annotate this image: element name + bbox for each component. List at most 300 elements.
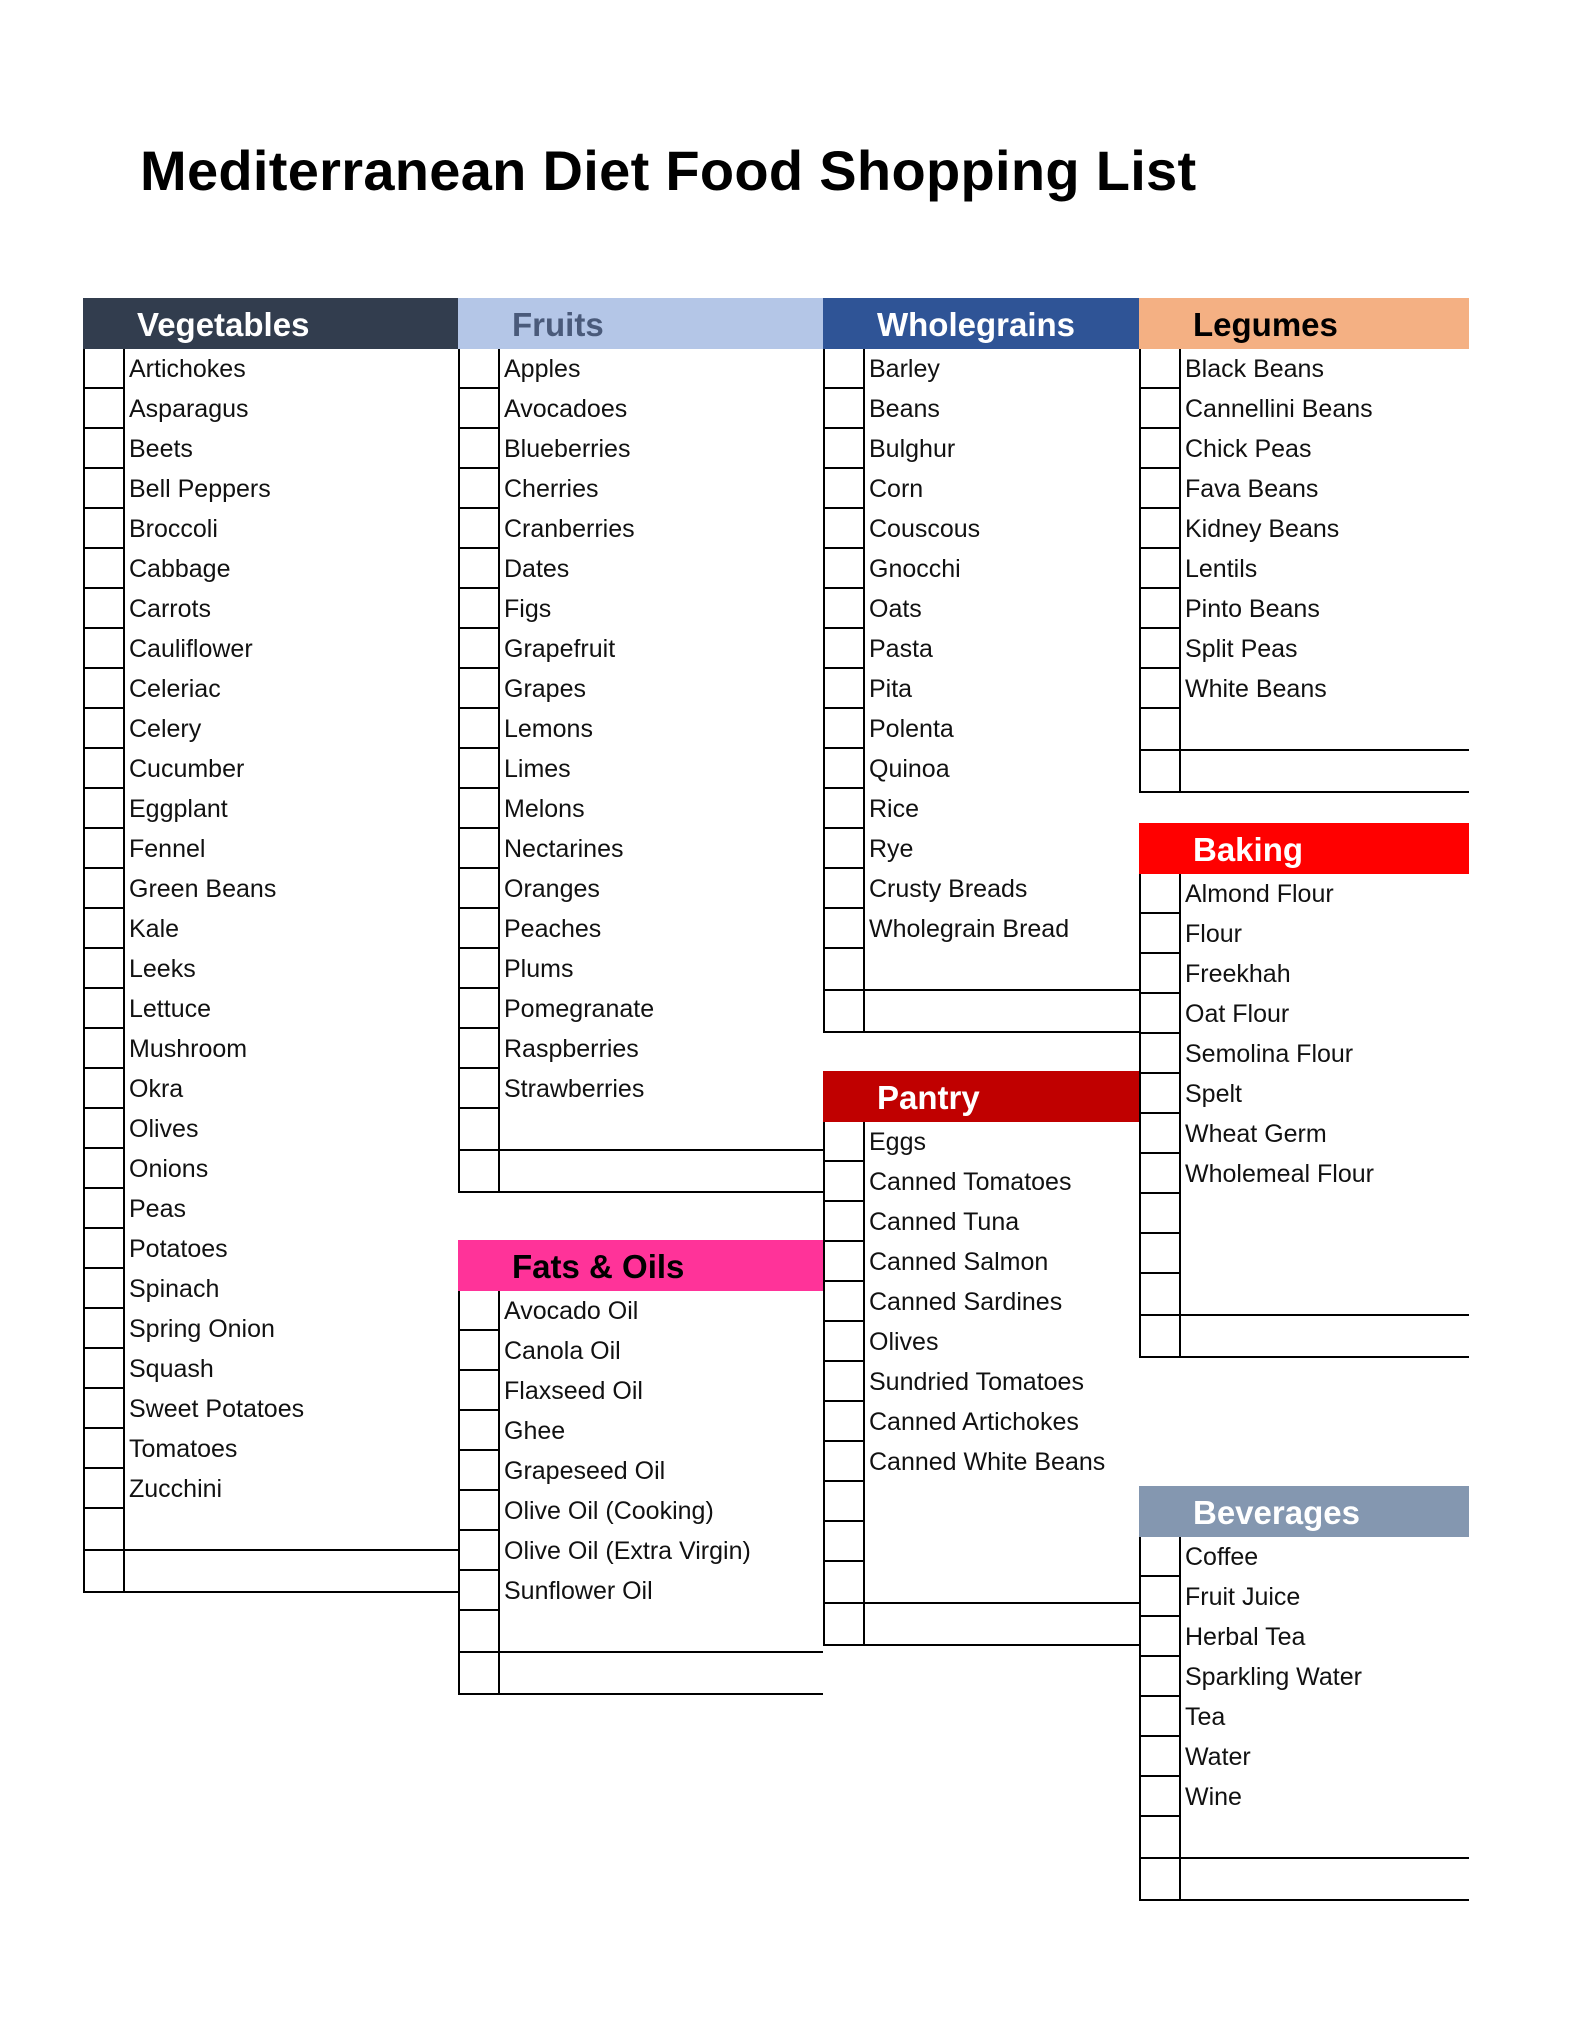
checkbox[interactable] xyxy=(825,469,865,509)
wholegrains-item xyxy=(825,869,1139,909)
fruits-item xyxy=(460,669,823,709)
item-label: Fava Beans xyxy=(1185,475,1319,503)
item-label: Lettuce xyxy=(129,995,212,1023)
checkbox[interactable] xyxy=(460,869,500,909)
checkbox[interactable] xyxy=(1141,1537,1181,1577)
checkbox[interactable] xyxy=(825,1604,865,1644)
legumes-blank-row xyxy=(1141,751,1469,793)
pantry-header: Pantry xyxy=(823,1071,1139,1122)
checkbox[interactable] xyxy=(85,709,125,749)
checkbox[interactable] xyxy=(1141,1859,1181,1899)
checkbox[interactable] xyxy=(1141,994,1181,1034)
vegetables-item xyxy=(85,829,458,869)
checkbox[interactable] xyxy=(825,349,865,389)
fruits-item xyxy=(460,709,823,749)
checkbox[interactable] xyxy=(1141,429,1181,469)
item-label: Avocado Oil xyxy=(504,1297,639,1325)
item-label: Spring Onion xyxy=(129,1315,275,1343)
checkbox[interactable] xyxy=(85,829,125,869)
pantry-blank-row xyxy=(825,1604,1139,1646)
vegetables-list xyxy=(83,349,458,1593)
item-label: Leeks xyxy=(129,955,196,983)
vegetables-item xyxy=(85,1149,458,1189)
item-label: Canned White Beans xyxy=(869,1448,1106,1476)
item-label: Beans xyxy=(869,395,940,423)
checkbox[interactable] xyxy=(460,1331,500,1371)
item-label: Lemons xyxy=(504,715,593,743)
checkbox[interactable] xyxy=(825,589,865,629)
pantry-item xyxy=(825,1242,1139,1282)
checkbox[interactable] xyxy=(85,1229,125,1269)
item-label: Semolina Flour xyxy=(1185,1040,1354,1068)
checkbox[interactable] xyxy=(825,949,865,989)
item-label: Broccoli xyxy=(129,515,218,543)
wholegrains-item xyxy=(825,909,1139,949)
vegetables-item xyxy=(85,349,458,389)
checkbox[interactable] xyxy=(825,629,865,669)
vegetables-item xyxy=(85,669,458,709)
item-label: Grapefruit xyxy=(504,635,616,663)
item-label: Okra xyxy=(129,1075,184,1103)
wholegrains-item xyxy=(825,669,1139,709)
checkbox[interactable] xyxy=(85,949,125,989)
item-label: Plums xyxy=(504,955,574,983)
vegetables-header: Vegetables xyxy=(83,298,458,349)
item-label: Beets xyxy=(129,435,193,463)
fats-oils-item xyxy=(460,1531,823,1571)
checkbox[interactable] xyxy=(1141,954,1181,994)
checkbox[interactable] xyxy=(85,429,125,469)
vegetables-item xyxy=(85,1069,458,1109)
checkbox[interactable] xyxy=(85,1069,125,1109)
item-label: Carrots xyxy=(129,595,211,623)
item-label: Limes xyxy=(504,755,571,783)
baking-item xyxy=(1141,1074,1469,1114)
item-label: Peaches xyxy=(504,915,602,943)
checkbox[interactable] xyxy=(825,709,865,749)
item-label: Dates xyxy=(504,555,570,583)
item-label: Nectarines xyxy=(504,835,624,863)
checkbox[interactable] xyxy=(1141,1154,1181,1194)
checkbox[interactable] xyxy=(1141,629,1181,669)
checkbox[interactable] xyxy=(825,1202,865,1242)
checkbox[interactable] xyxy=(85,1551,125,1591)
checkbox[interactable] xyxy=(825,789,865,829)
pantry-item xyxy=(825,1402,1139,1442)
checkbox[interactable] xyxy=(825,509,865,549)
beverages-item xyxy=(1141,1537,1469,1577)
checkbox[interactable] xyxy=(460,469,500,509)
checkbox[interactable] xyxy=(85,1469,125,1509)
checkbox[interactable] xyxy=(460,349,500,389)
item-label: Chick Peas xyxy=(1185,435,1312,463)
checkbox[interactable] xyxy=(85,349,125,389)
item-label: Rye xyxy=(869,835,914,863)
checkbox[interactable] xyxy=(85,1109,125,1149)
pantry-item xyxy=(825,1362,1139,1402)
checkbox[interactable] xyxy=(825,1562,865,1602)
fruits-blank-row xyxy=(460,1109,823,1151)
item-label: Water xyxy=(1185,1743,1251,1771)
vegetables-item xyxy=(85,1429,458,1469)
checkbox[interactable] xyxy=(85,909,125,949)
item-label: Flaxseed Oil xyxy=(504,1377,643,1405)
item-label: Olive Oil (Extra Virgin) xyxy=(504,1537,751,1565)
item-label: Rice xyxy=(869,795,920,823)
item-label: Quinoa xyxy=(869,755,950,783)
item-label: Fennel xyxy=(129,835,206,863)
fruits-item xyxy=(460,549,823,589)
vegetables-item xyxy=(85,1229,458,1269)
section-beverages xyxy=(1139,1486,1469,1901)
item-label: Olives xyxy=(869,1328,939,1356)
checkbox[interactable] xyxy=(460,989,500,1029)
fruits-item xyxy=(460,949,823,989)
beverages-blank-row xyxy=(1141,1817,1469,1859)
checkbox[interactable] xyxy=(460,949,500,989)
baking-item xyxy=(1141,954,1469,994)
checkbox[interactable] xyxy=(85,589,125,629)
item-label: Raspberries xyxy=(504,1035,639,1063)
item-label: Tea xyxy=(1185,1703,1226,1731)
item-label: Lentils xyxy=(1185,555,1258,583)
item-label: Blueberries xyxy=(504,435,631,463)
vegetables-item xyxy=(85,549,458,589)
checkbox[interactable] xyxy=(1141,1697,1181,1737)
checkbox[interactable] xyxy=(460,1069,500,1109)
checkbox[interactable] xyxy=(460,1291,500,1331)
checkbox[interactable] xyxy=(1141,1657,1181,1697)
vegetables-item xyxy=(85,429,458,469)
legumes-header: Legumes xyxy=(1139,298,1469,349)
vegetables-item xyxy=(85,1029,458,1069)
checkbox[interactable] xyxy=(1141,1274,1181,1314)
item-label: Eggplant xyxy=(129,795,228,823)
beverages-item xyxy=(1141,1617,1469,1657)
vegetables-item xyxy=(85,989,458,1029)
checkbox[interactable] xyxy=(85,749,125,789)
vegetables-item xyxy=(85,1109,458,1149)
section-legumes xyxy=(1139,298,1469,793)
item-label: Avocadoes xyxy=(504,395,628,423)
pantry-item xyxy=(825,1122,1139,1162)
checkbox[interactable] xyxy=(825,1282,865,1322)
vegetables-blank-row xyxy=(85,1509,458,1551)
checkbox[interactable] xyxy=(460,1371,500,1411)
checkbox[interactable] xyxy=(85,1149,125,1189)
checkbox[interactable] xyxy=(1141,1817,1181,1857)
item-label: Corn xyxy=(869,475,924,503)
checkbox[interactable] xyxy=(825,549,865,589)
checkbox[interactable] xyxy=(460,1109,500,1149)
checkbox[interactable] xyxy=(460,909,500,949)
item-label: Strawberries xyxy=(504,1075,645,1103)
item-label: Canned Salmon xyxy=(869,1248,1049,1276)
pantry-list xyxy=(823,1122,1139,1646)
baking-blank-row xyxy=(1141,1316,1469,1358)
item-label: Freekhah xyxy=(1185,960,1291,988)
checkbox[interactable] xyxy=(85,1389,125,1429)
beverages-item xyxy=(1141,1657,1469,1697)
item-label: Spelt xyxy=(1185,1080,1242,1108)
legumes-list xyxy=(1139,349,1469,793)
item-label: Apples xyxy=(504,355,581,383)
legumes-item xyxy=(1141,629,1469,669)
checkbox[interactable] xyxy=(1141,1114,1181,1154)
checkbox[interactable] xyxy=(825,1162,865,1202)
checkbox[interactable] xyxy=(1141,589,1181,629)
pantry-item xyxy=(825,1162,1139,1202)
vegetables-item xyxy=(85,589,458,629)
vegetables-item xyxy=(85,1309,458,1349)
vegetables-item xyxy=(85,1469,458,1509)
checkbox[interactable] xyxy=(825,909,865,949)
checkbox[interactable] xyxy=(825,869,865,909)
item-label: Tomatoes xyxy=(129,1435,238,1463)
item-label: Cauliflower xyxy=(129,635,253,663)
checkbox[interactable] xyxy=(460,709,500,749)
fruits-item xyxy=(460,629,823,669)
item-label: Wheat Germ xyxy=(1185,1120,1327,1148)
checkbox[interactable] xyxy=(85,629,125,669)
item-label: Peas xyxy=(129,1195,186,1223)
item-label: Onions xyxy=(129,1155,209,1183)
vegetables-item xyxy=(85,869,458,909)
item-label: Cherries xyxy=(504,475,599,503)
vegetables-item xyxy=(85,749,458,789)
pantry-item xyxy=(825,1322,1139,1362)
item-label: Olives xyxy=(129,1115,199,1143)
checkbox[interactable] xyxy=(460,1531,500,1571)
vegetables-item xyxy=(85,389,458,429)
checkbox[interactable] xyxy=(1141,1074,1181,1114)
baking-item xyxy=(1141,914,1469,954)
fats-oils-item xyxy=(460,1331,823,1371)
checkbox[interactable] xyxy=(85,669,125,709)
checkbox[interactable] xyxy=(85,989,125,1029)
checkbox[interactable] xyxy=(85,1429,125,1469)
checkbox[interactable] xyxy=(1141,549,1181,589)
legumes-blank-row xyxy=(1141,709,1469,751)
vegetables-item xyxy=(85,469,458,509)
item-label: Artichokes xyxy=(129,355,246,383)
checkbox[interactable] xyxy=(825,389,865,429)
checkbox[interactable] xyxy=(825,1122,865,1162)
page-title: Mediterranean Diet Food Shopping List xyxy=(140,139,1197,202)
beverages-item xyxy=(1141,1777,1469,1817)
checkbox[interactable] xyxy=(825,1242,865,1282)
checkbox[interactable] xyxy=(1141,709,1181,749)
checkbox[interactable] xyxy=(1141,1737,1181,1777)
checkbox[interactable] xyxy=(85,1509,125,1549)
fats-oils-item xyxy=(460,1371,823,1411)
checkbox[interactable] xyxy=(460,1611,500,1651)
item-label: Canned Tuna xyxy=(869,1208,1020,1236)
fats-oils-blank-row xyxy=(460,1653,823,1695)
vegetables-item xyxy=(85,949,458,989)
checkbox[interactable] xyxy=(1141,509,1181,549)
item-label: Melons xyxy=(504,795,585,823)
checkbox[interactable] xyxy=(85,549,125,589)
checkbox[interactable] xyxy=(85,1349,125,1389)
baking-item xyxy=(1141,874,1469,914)
item-label: Black Beans xyxy=(1185,355,1324,383)
legumes-item xyxy=(1141,349,1469,389)
item-label: Mushroom xyxy=(129,1035,248,1063)
checkbox[interactable] xyxy=(460,549,500,589)
checkbox[interactable] xyxy=(85,389,125,429)
fruits-item xyxy=(460,389,823,429)
checkbox[interactable] xyxy=(825,1522,865,1562)
checkbox[interactable] xyxy=(460,669,500,709)
legumes-item xyxy=(1141,589,1469,629)
item-label: Grapes xyxy=(504,675,586,703)
checkbox[interactable] xyxy=(460,829,500,869)
fruits-item xyxy=(460,349,823,389)
item-label: Fruit Juice xyxy=(1185,1583,1301,1611)
wholegrains-item xyxy=(825,469,1139,509)
wholegrains-blank-row xyxy=(825,949,1139,991)
checkbox[interactable] xyxy=(460,1451,500,1491)
vegetables-item xyxy=(85,909,458,949)
pantry-item xyxy=(825,1442,1139,1482)
beverages-item xyxy=(1141,1577,1469,1617)
checkbox[interactable] xyxy=(825,1402,865,1442)
checkbox[interactable] xyxy=(85,1269,125,1309)
checkbox[interactable] xyxy=(85,869,125,909)
checkbox[interactable] xyxy=(460,429,500,469)
wholegrains-item xyxy=(825,629,1139,669)
item-label: Potatoes xyxy=(129,1235,228,1263)
checkbox[interactable] xyxy=(460,1653,500,1693)
vegetables-item xyxy=(85,629,458,669)
pantry-blank-row xyxy=(825,1562,1139,1604)
checkbox[interactable] xyxy=(1141,1234,1181,1274)
wholegrains-item xyxy=(825,829,1139,869)
checkbox[interactable] xyxy=(1141,914,1181,954)
checkbox[interactable] xyxy=(460,749,500,789)
item-label: Ghee xyxy=(504,1417,566,1445)
fruits-item xyxy=(460,429,823,469)
beverages-item xyxy=(1141,1737,1469,1777)
item-label: Bell Peppers xyxy=(129,475,271,503)
item-label: Olive Oil (Cooking) xyxy=(504,1497,714,1525)
checkbox[interactable] xyxy=(460,509,500,549)
fats-oils-list xyxy=(458,1291,823,1695)
wholegrains-blank-row xyxy=(825,991,1139,1033)
checkbox[interactable] xyxy=(825,991,865,1031)
checkbox[interactable] xyxy=(1141,1577,1181,1617)
vegetables-item xyxy=(85,1269,458,1309)
checkbox[interactable] xyxy=(460,1491,500,1531)
item-label: Wholemeal Flour xyxy=(1185,1160,1374,1188)
checkbox[interactable] xyxy=(460,589,500,629)
checkbox[interactable] xyxy=(1141,751,1181,791)
legumes-item xyxy=(1141,389,1469,429)
checkbox[interactable] xyxy=(1141,874,1181,914)
checkbox[interactable] xyxy=(1141,669,1181,709)
checkbox[interactable] xyxy=(1141,1617,1181,1657)
vegetables-item xyxy=(85,709,458,749)
item-label: Gnocchi xyxy=(869,555,961,583)
legumes-item xyxy=(1141,429,1469,469)
beverages-item xyxy=(1141,1697,1469,1737)
checkbox[interactable] xyxy=(460,389,500,429)
checkbox[interactable] xyxy=(1141,1777,1181,1817)
wholegrains-item xyxy=(825,389,1139,429)
checkbox[interactable] xyxy=(825,749,865,789)
vegetables-item xyxy=(85,1189,458,1229)
checkbox[interactable] xyxy=(85,1189,125,1229)
checkbox[interactable] xyxy=(825,669,865,709)
item-label: Canned Artichokes xyxy=(869,1408,1079,1436)
checkbox[interactable] xyxy=(460,629,500,669)
checkbox[interactable] xyxy=(460,1571,500,1611)
checkbox[interactable] xyxy=(1141,1194,1181,1234)
checkbox[interactable] xyxy=(825,1442,865,1482)
baking-blank-row xyxy=(1141,1194,1469,1234)
item-label: Oats xyxy=(869,595,922,623)
checkbox[interactable] xyxy=(85,509,125,549)
checkbox[interactable] xyxy=(1141,1034,1181,1074)
fruits-item xyxy=(460,509,823,549)
baking-item xyxy=(1141,1114,1469,1154)
checkbox[interactable] xyxy=(85,469,125,509)
item-label: Cabbage xyxy=(129,555,231,583)
baking-item xyxy=(1141,1034,1469,1074)
item-label: Kale xyxy=(129,915,180,943)
item-label: Coffee xyxy=(1185,1543,1259,1571)
item-label: Canned Tomatoes xyxy=(869,1168,1072,1196)
wholegrains-item xyxy=(825,549,1139,589)
vegetables-blank-row xyxy=(85,1551,458,1593)
item-label: Pinto Beans xyxy=(1185,595,1320,623)
item-label: Kidney Beans xyxy=(1185,515,1340,543)
checkbox[interactable] xyxy=(1141,1316,1181,1356)
fruits-blank-row xyxy=(460,1151,823,1193)
checkbox[interactable] xyxy=(825,429,865,469)
item-label: Wholegrain Bread xyxy=(869,915,1070,943)
fats-oils-item xyxy=(460,1491,823,1531)
section-baking xyxy=(1139,823,1469,1358)
pantry-item xyxy=(825,1202,1139,1242)
item-label: Sparkling Water xyxy=(1185,1663,1362,1691)
fats-oils-item xyxy=(460,1411,823,1451)
baking-blank-row xyxy=(1141,1274,1469,1316)
checkbox[interactable] xyxy=(460,1029,500,1069)
checkbox[interactable] xyxy=(85,1029,125,1069)
baking-list xyxy=(1139,874,1469,1358)
checkbox[interactable] xyxy=(825,829,865,869)
checkbox[interactable] xyxy=(85,1309,125,1349)
checkbox[interactable] xyxy=(825,1322,865,1362)
checkbox[interactable] xyxy=(460,1411,500,1451)
checkbox[interactable] xyxy=(1141,389,1181,429)
checkbox[interactable] xyxy=(1141,349,1181,389)
checkbox[interactable] xyxy=(825,1482,865,1522)
checkbox[interactable] xyxy=(825,1362,865,1402)
checkbox[interactable] xyxy=(1141,469,1181,509)
checkbox[interactable] xyxy=(460,789,500,829)
fruits-item xyxy=(460,589,823,629)
item-label: Crusty Breads xyxy=(869,875,1028,903)
checkbox[interactable] xyxy=(460,1151,500,1191)
checkbox[interactable] xyxy=(85,789,125,829)
vegetables-item xyxy=(85,789,458,829)
fruits-item xyxy=(460,1029,823,1069)
item-label: Eggs xyxy=(869,1128,926,1156)
fruits-header: Fruits xyxy=(458,298,823,349)
